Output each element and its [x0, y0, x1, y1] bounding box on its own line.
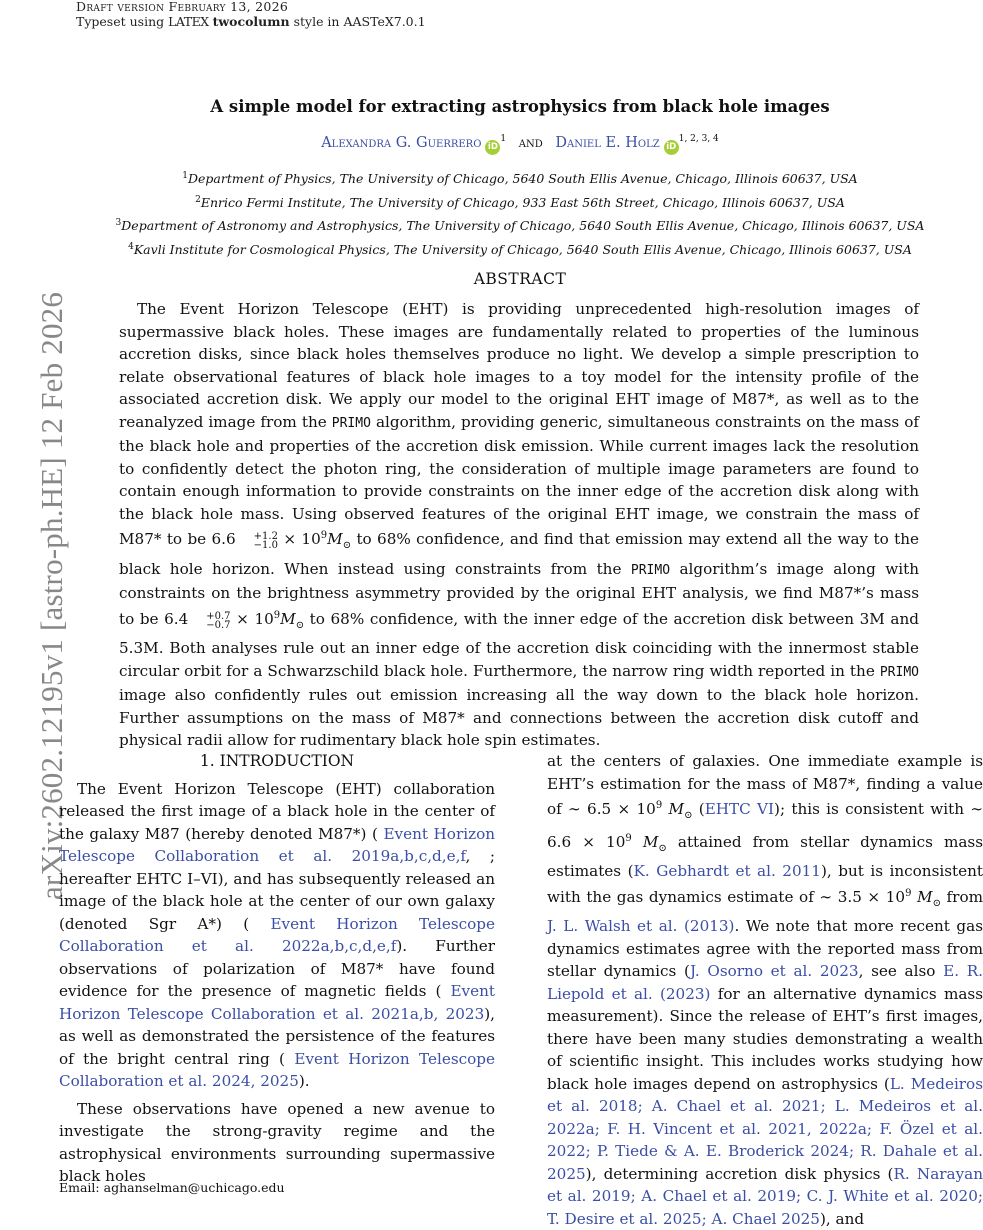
citation-link[interactable]: Event Horizon Telescope Collaboration et al. 2022a,b,c,d,e,f	[59, 914, 495, 955]
typeset-prefix: Typeset using	[76, 14, 169, 29]
author-conjunction: and	[518, 135, 543, 151]
affiliation-3: $^3$Department of Astronomy and Astrophysics, The University of Chicago, 5640 South Ellis Avenue, Chicago, Illinois 60637, USA	[115, 218, 925, 234]
intro-paragraph-2: These observations have opened a new avenue to investigate the strong-gravity regime and the astrophysical environments surrounding supermassive black holes	[59, 1099, 495, 1185]
citation-link[interactable]: E. R. Liepold et al. (2023)	[547, 962, 983, 1003]
abstract-heading: ABSTRACT	[473, 270, 567, 288]
citation-link[interactable]: L. Medeiros et al. 2018; A. Chael et al. 2021; L. Medeiros et al. 2022a; F. H. Vincent et al. 2021, 2022a; F. Özel et al. 2022; P. Tiede & A. E. Broderick 2024; R. Dahale et al. 2025	[547, 1074, 983, 1183]
author1-affiliation: 1	[500, 134, 507, 144]
typeset-style: twocolumn	[212, 14, 290, 29]
right-column	[547, 750, 983, 1230]
section-heading-introduction: 1. INTRODUCTION	[199, 752, 355, 770]
citation-link[interactable]: J. L. Walsh et al. (2013)	[547, 917, 735, 936]
arxiv-stamp-text: arXiv:2602.12195v1 [astro-ph.HE] 12 Feb 2026	[34, 291, 69, 900]
orcid-icon[interactable]: iD	[664, 140, 679, 155]
citation-link[interactable]: R. Narayan et al. 2019; A. Chael et al. 2019; C. J. White et al. 2020; T. Desire et al. 2025; A. Chael 2025	[547, 1164, 983, 1228]
author-line	[0, 134, 983, 155]
affiliations	[0, 166, 983, 261]
arxiv-stamp	[4, 260, 69, 900]
author2-affiliation: 1, 2, 3, 4	[678, 134, 719, 144]
author-holz[interactable]: Daniel E. Holz	[555, 135, 660, 151]
citation-link[interactable]: Event Horizon Telescope Collaboration et al. 2021a,b, 2023	[59, 982, 495, 1023]
orcid-icon[interactable]: iD	[485, 140, 500, 155]
author-guerrero[interactable]: Alexandra G. Guerrero	[321, 135, 482, 151]
right-column-paragraph: at the centers of galaxies. One immediate example is EHT’s estimation for the mass of M87*, finding a value of ∼ $6.5 \times 10^9$ $M_⊙$ (EHTC VI); this is consistent with ∼ $6.6 \times 10^9$ $M_⊙$ attained from stellar dynamics mass estimates (K. Gebhardt et al. 2011), but is inconsistent with the gas dynamics estimate of ∼ $3.5 \times 10^9$ $M_⊙$ from J. L. Walsh et al. (2013). We note that more recent gas dynamics estimates agree with the reported mass from stellar dynamics (J. Osorno et al. 2023, see also E. R. Liepold et al. (2023) for an alternative dynamics mass measurement). Since the release of EHT’s first images, there have been many studies demonstrating a wealth of scientific insight. This includes works studying how black hole images depend on astrophysics (L. Medeiros et al. 2018; A. Chael et al. 2021; L. Medeiros et al. 2022a; F. H. Vincent et al. 2021, 2022a; F. Özel et al. 2022; P. Tiede & A. E. Broderick 2024; R. Dahale et al. 2025), determining accretion disk physics (R. Narayan et al. 2019; A. Chael et al. 2019; C. J. White et al. 2020; T. Desire et al. 2025; A. Chael 2025), and	[547, 752, 983, 1228]
affiliation-1: $^1$Department of Physics, The University of Chicago, 5640 South Ellis Avenue, Chicago, Illinois 60637, USA	[182, 171, 858, 187]
abstract-body: The Event Horizon Telescope (EHT) is providing unprecedented high-resolution images of supermassive black holes. These images are fundamentally related to properties of the luminous accretion disks, since black holes themselves produce no light. We develop a simple prescription to relate observational features of black hole images to a toy model for the intensity profile of the associated accretion disk. We apply our model to the original EHT image of M87*, as well as to the reanalyzed image from the PRIMO algorithm, providing generic, simultaneous constraints on the mass of the black hole and properties of the accretion disk emission. While current images lack the resolution to confidently detect the photon ring, the consideration of multiple image parameters are found to contain enough information to provide constraints on the inner edge of the accretion disk along with the black hole mass. Using observed features of the original EHT image, we constrain the mass of M87* to be 6.6 +1.2 −1.0 × $10^9M_⊙$ to 68% confidence, and find that emission may extend all the way to the black hole horizon. When instead using constraints from the PRIMO algorithm’s image along with constraints on the brightness asymmetry provided by the original EHT analysis, we find M87*’s mass to be 6.4 +0.7 −0.7 × $10^9M_⊙$ to 68% confidence, with the inner edge of the accretion disk between 3M and 5.3M. Both analyses rule out an inner edge of the accretion disk coinciding with the innermost stable circular orbit for a Schwarzschild black hole. Furthermore, the narrow ring width reported in the PRIMO image also confidently rules out emission increasing all the way down to the black hole horizon. Further assumptions on the mass of M87* and connections between the accretion disk cutoff and physical radii allow for rudimentary black hole spin estimates.	[119, 300, 919, 750]
latex-logo: LATEX	[168, 14, 209, 29]
citation-link[interactable]: Event Horizon Telescope Collaboration et al. 2019a,b,c,d,e,f	[59, 824, 495, 865]
intro-paragraph-1: The Event Horizon Telescope (EHT) collaboration released the first image of a black hole in the center of the galaxy M87 (hereby denoted M87*) ( Event Horizon Telescope Collaboration et al. 2019a,b,c,d,e,f, ; hereafter EHTC I–VI), and has subsequently released an image of the black hole at the center of our own galaxy (denoted Sgr A*) ( Event Horizon Telescope Collaboration et al. 2022a,b,c,d,e,f). Further observations of polarization of M87* have found evidence for the presence of magnetic fields ( Event Horizon Telescope Collaboration et al. 2021a,b, 2023), as well as demonstrated the persistence of the features of the bright central ring ( Event Horizon Telescope Collaboration et al. 2024, 2025).	[59, 779, 495, 1090]
citation-link[interactable]: Event Horizon Telescope Collaboration et al. 2024, 2025	[59, 1049, 495, 1090]
left-column	[59, 750, 495, 1188]
citation-link[interactable]: J. Osorno et al. 2023	[689, 962, 859, 981]
corresponding-email[interactable]: Email: aghanselman@uchicago.edu	[59, 1180, 285, 1195]
draft-version-line: Draft version February 13, 2026	[76, 0, 289, 14]
affiliation-2: $^2$Enrico Fermi Institute, The University of Chicago, 933 East 56th Street, Chicago, Illinois 60637, USA	[195, 194, 845, 210]
citation-link[interactable]: EHTC VI	[704, 800, 775, 819]
primo-term: PRIMO	[331, 415, 371, 431]
citation-link[interactable]: K. Gebhardt et al. 2011	[633, 862, 821, 881]
typeset-line	[76, 15, 426, 29]
affiliation-4: $^4$Kavli Institute for Cosmological Physics, The University of Chicago, 5640 South Ellis Avenue, Chicago, Illinois 60637, USA	[128, 241, 912, 258]
paper-title: A simple model for extracting astrophysics from black hole images	[210, 97, 830, 116]
typeset-suffix: style in AASTeX7.0.1	[289, 14, 426, 29]
